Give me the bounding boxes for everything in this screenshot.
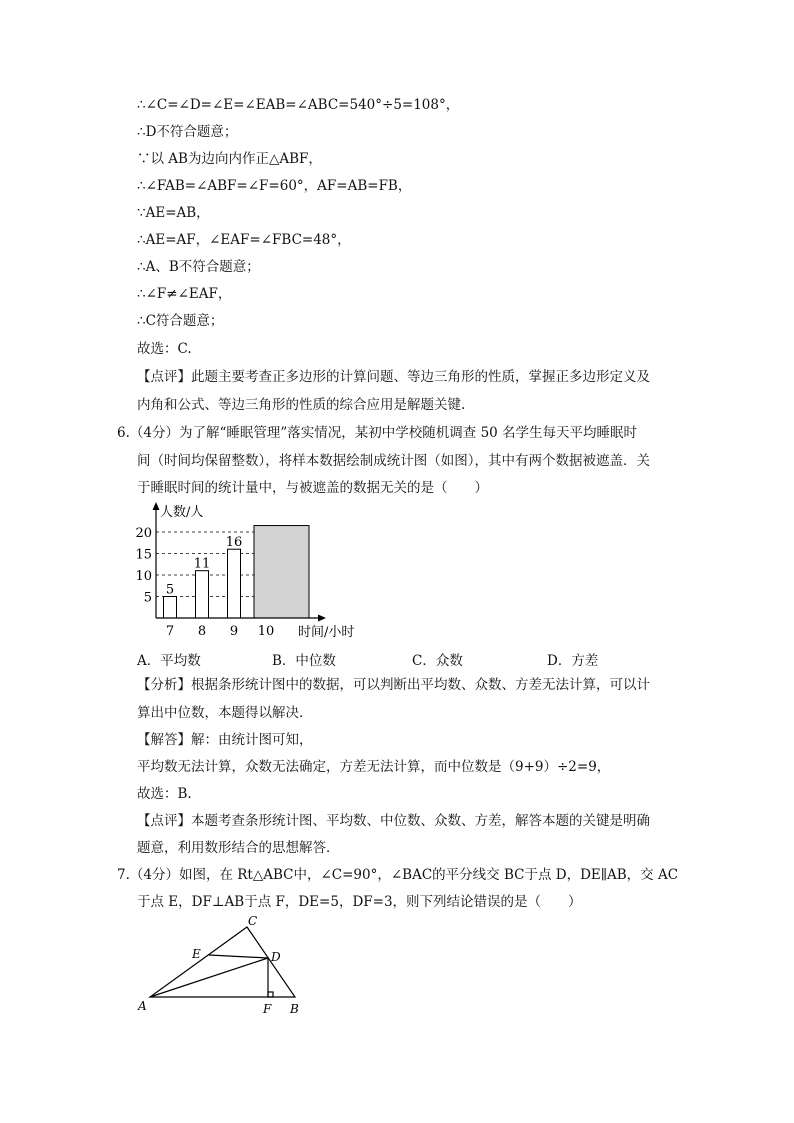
segment-de [209,955,268,958]
option-c: C．众数 [412,653,463,669]
y-tick-label: 15 [135,547,152,563]
label-e: E [192,947,201,961]
segment-ad [150,958,268,997]
analysis-line: 算出中位数，本题得以解决． [137,705,313,721]
question-text: 于睡眠时间的统计量中，与被遮盖的数据无关的是（ ） [137,480,488,496]
solution-line: ∴AE=AF，∠EAF=∠FBC=48°， [137,232,351,248]
question-text: 间（时间均保留整数），将样本数据绘制成统计图（如图），其中有两个数据被遮盖．关 [137,453,650,469]
solution-line: ∴∠FAB=∠ABF=∠F=60°，AF=AB=FB， [137,178,412,194]
option-b: B．中位数 [272,653,336,669]
label-c: C [248,914,258,928]
y-axis-arrow [153,502,160,510]
option-a: A．平均数 [137,653,201,669]
bar-value-label: 11 [193,556,211,572]
bar [196,571,209,618]
x-tick-label: 7 [165,624,175,639]
bar [228,549,241,618]
label-d: D [271,950,281,964]
solution-line: ∵AE=AB， [137,205,210,221]
y-axis-label: 人数/人 [160,505,204,520]
y-tick-label: 10 [135,569,152,584]
bar-value-label: 16 [225,535,243,551]
solution-line: ∴A、B不符合题意； [137,259,260,275]
x-tick-label: 9 [229,624,239,639]
y-tick-label: 20 [135,526,152,541]
right-angle-marker [268,992,273,997]
option-d: D．方差 [547,653,599,669]
question-text: 6.（4分）为了解“睡眠管理”落实情况，某初中学校随机调查 50 名学生每天平均睡眠时 [117,425,638,441]
triangle-figure [130,912,320,1022]
label-a: A [138,999,147,1013]
masked-bar [254,526,309,618]
solution-line: ∴D不符合题意； [137,124,238,140]
bar [164,597,177,619]
analysis-line: 【分析】根据条形统计图中的数据，可以判断出平均数、众数、方差无法计算，可以计 [137,677,650,693]
solution-line: ∴C符合题意； [137,313,224,329]
answer-line: 平均数无法计算，众数无法确定，方差无法计算，而中位数是（9+9）÷2=9， [137,759,611,775]
bar-value-label: 5 [165,582,175,598]
solution-line: ∵以 AB为边向内作正△ABF， [137,151,322,167]
comment-line: 内角和公式、等边三角形的性质的综合应用是解题关键. [137,397,466,413]
solution-line: ∴∠F≠∠EAF， [137,286,232,302]
solution-line: ∴∠C=∠D=∠E=∠EAB=∠ABC=540°÷5=108°， [137,97,460,113]
comment-line: 【点评】此题主要考查正多边形的计算问题、等边三角形的性质，掌握正多边形定义及 [137,369,650,385]
answer-line: 【解答】解：由统计图可知， [137,732,313,748]
question-text: 于点 E，DF⊥AB于点 F，DE=5，DF=3，则下列结论错误的是（ ） [137,894,582,910]
label-f: F [263,1002,272,1016]
answer-line: 故选：B. [137,786,192,802]
question-text: 7.（4分）如图，在 Rt△ABC中，∠C=90°，∠BAC的平分线交 BC于点 D，DE∥AB，交 AC [117,867,679,883]
label-b: B [290,1002,299,1016]
solution-line: 故选：C. [137,341,192,357]
comment-line: 【点评】本题考查条形统计图、平均数、中位数、众数、方差，解答本题的关键是明确 [137,813,650,829]
x-axis-label: 时间/小时 [298,625,355,640]
y-tick-label: 5 [143,590,152,606]
x-tick-label: 10 [257,624,275,639]
x-axis-arrow [318,615,326,622]
x-tick-label: 8 [197,624,207,639]
sleep-bar-chart [130,500,400,645]
comment-line: 题意，利用数形结合的思想解答． [137,840,340,856]
